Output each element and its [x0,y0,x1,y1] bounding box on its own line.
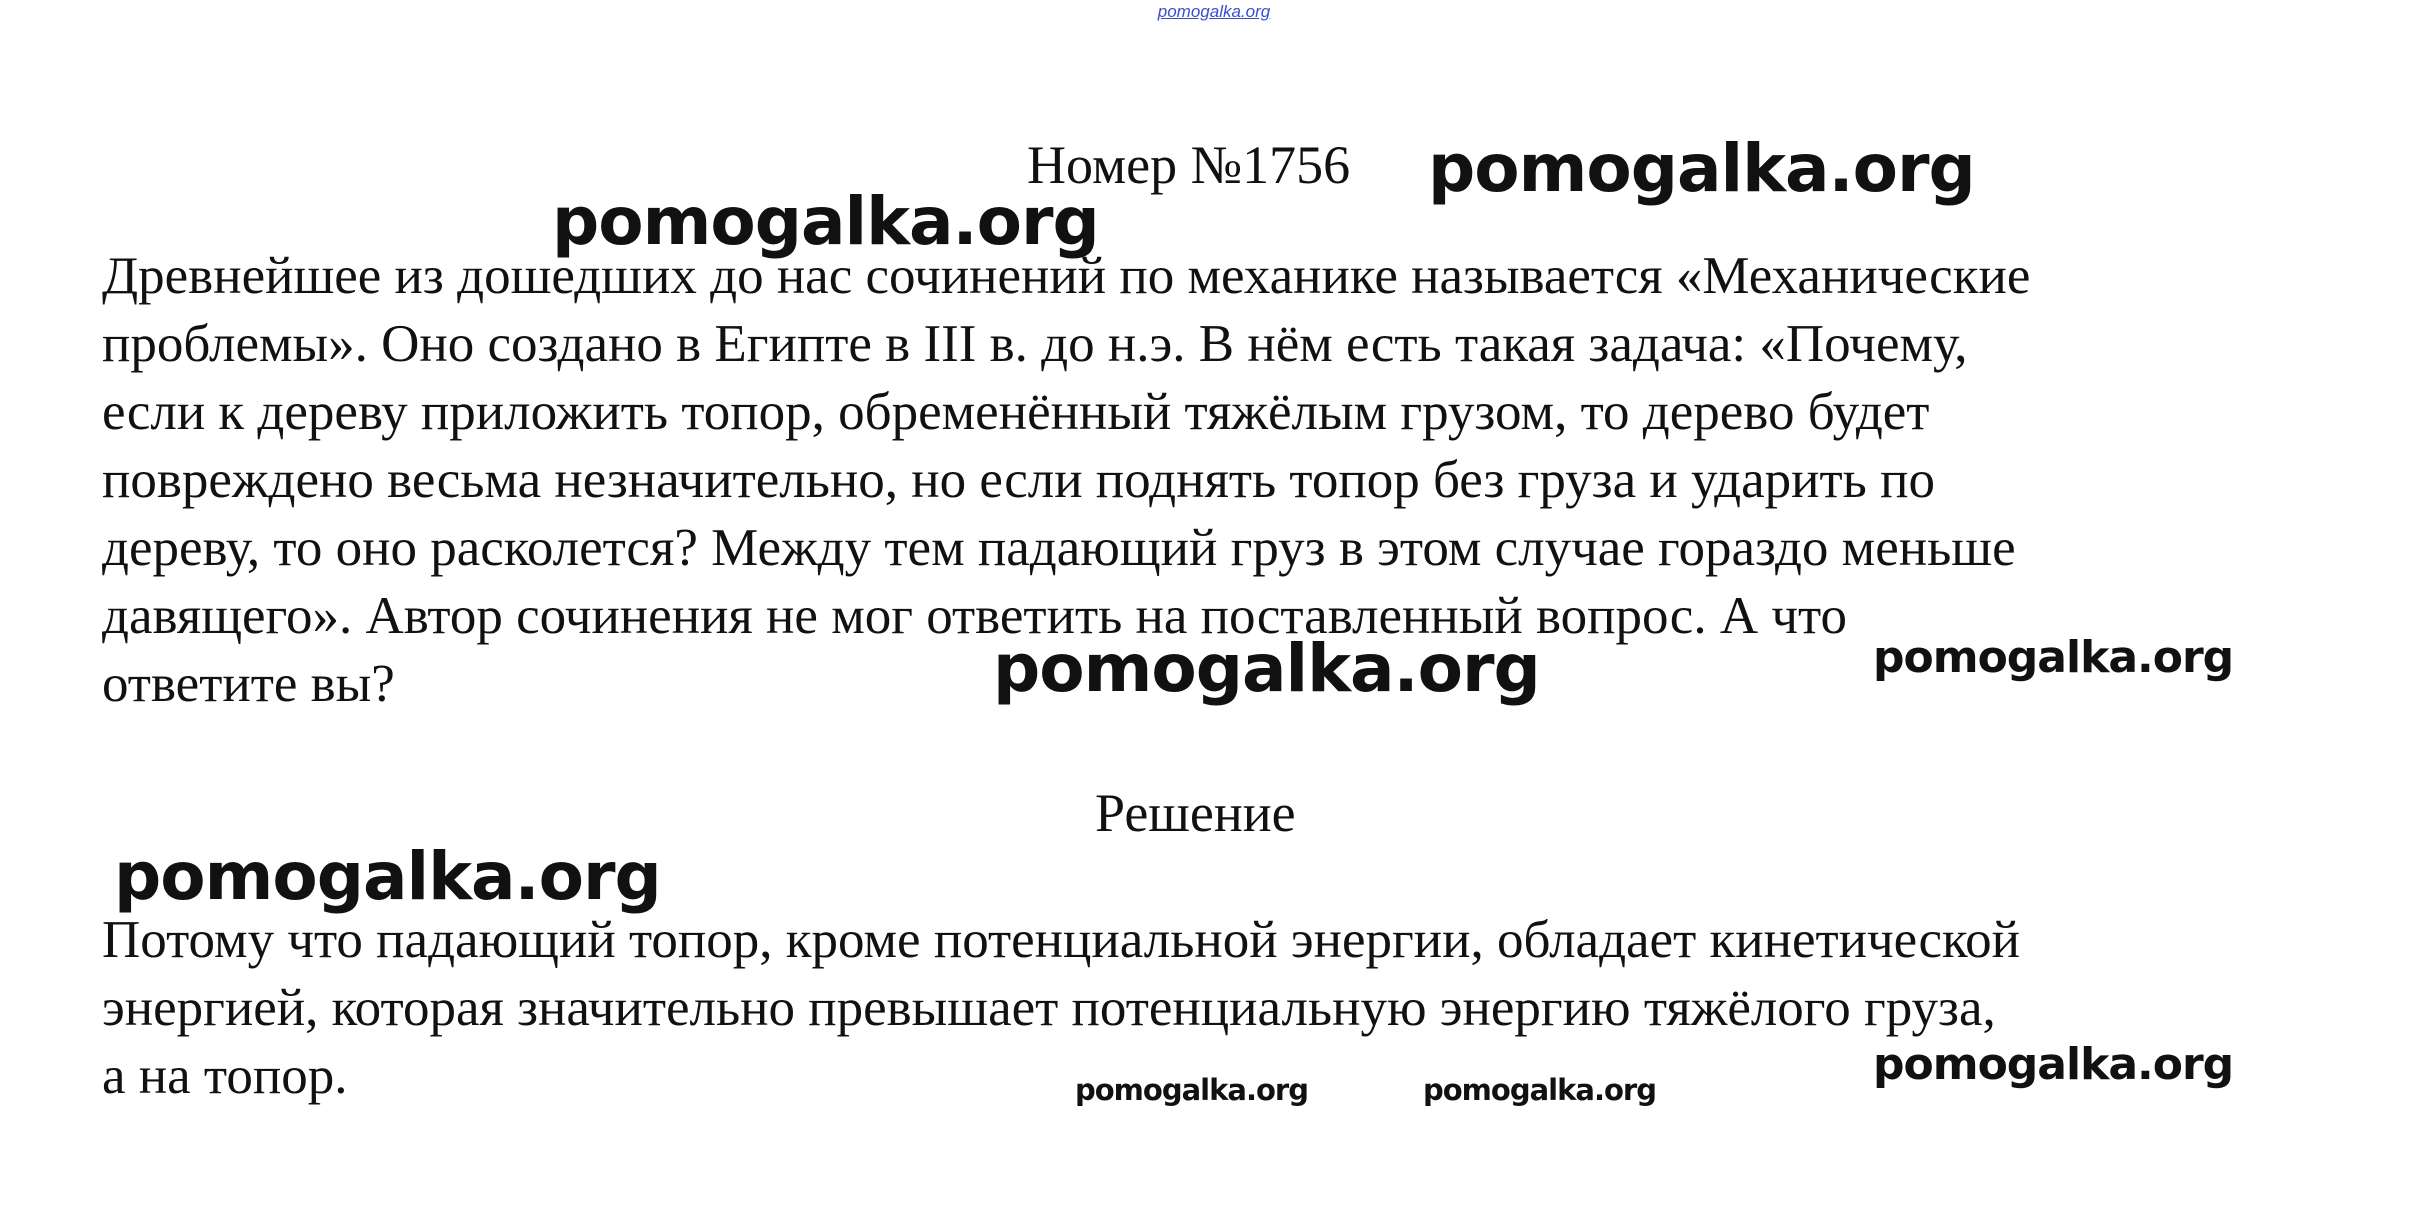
problem-line: Древнейшее из дошедших до нас сочинений по механике называется «Механические [102,247,2031,305]
solution-line: энергией, которая значительно превышает потенциальную энергию тяжёлого груза, [102,979,1996,1037]
watermark: pomogalka.org [552,183,1099,260]
watermark: pomogalka.org [1075,1073,1308,1107]
problem-line: повреждено весьма незначительно, но если поднять топор без груза и ударить по [102,451,1935,509]
problem-line: проблемы». Оно создано в Египте в III в. до н.э. В нём есть такая задача: «Почему, [102,315,1968,373]
page-title: Номер №1756 [1027,135,1351,195]
watermark: pomogalka.org [1428,130,1975,207]
watermark: pomogalka.org [1873,1039,2234,1090]
solution-line: а на топор. [102,1047,348,1105]
solution-line: Потому что падающий топор, кроме потенциальной энергии, обладает кинетической [102,911,2020,969]
watermark: pomogalka.org [1873,632,2234,683]
watermark: pomogalka.org [993,630,1540,707]
problem-line: если к дереву приложить топор, обременённый тяжёлым грузом, то дерево будет [102,383,1930,441]
watermark-top-link: pomogalka.org [1157,2,1271,21]
watermark: pomogalka.org [1423,1073,1656,1107]
problem-line: ответите вы? [102,655,395,713]
solution-heading: Решение [1095,783,1296,843]
problem-line: дереву, то оно расколется? Между тем падающий груз в этом случае гораздо меньше [102,519,2016,577]
watermark: pomogalka.org [114,838,661,915]
problem-line: давящего». Автор сочинения не мог ответить на поставленный вопрос. А что [102,587,1847,645]
